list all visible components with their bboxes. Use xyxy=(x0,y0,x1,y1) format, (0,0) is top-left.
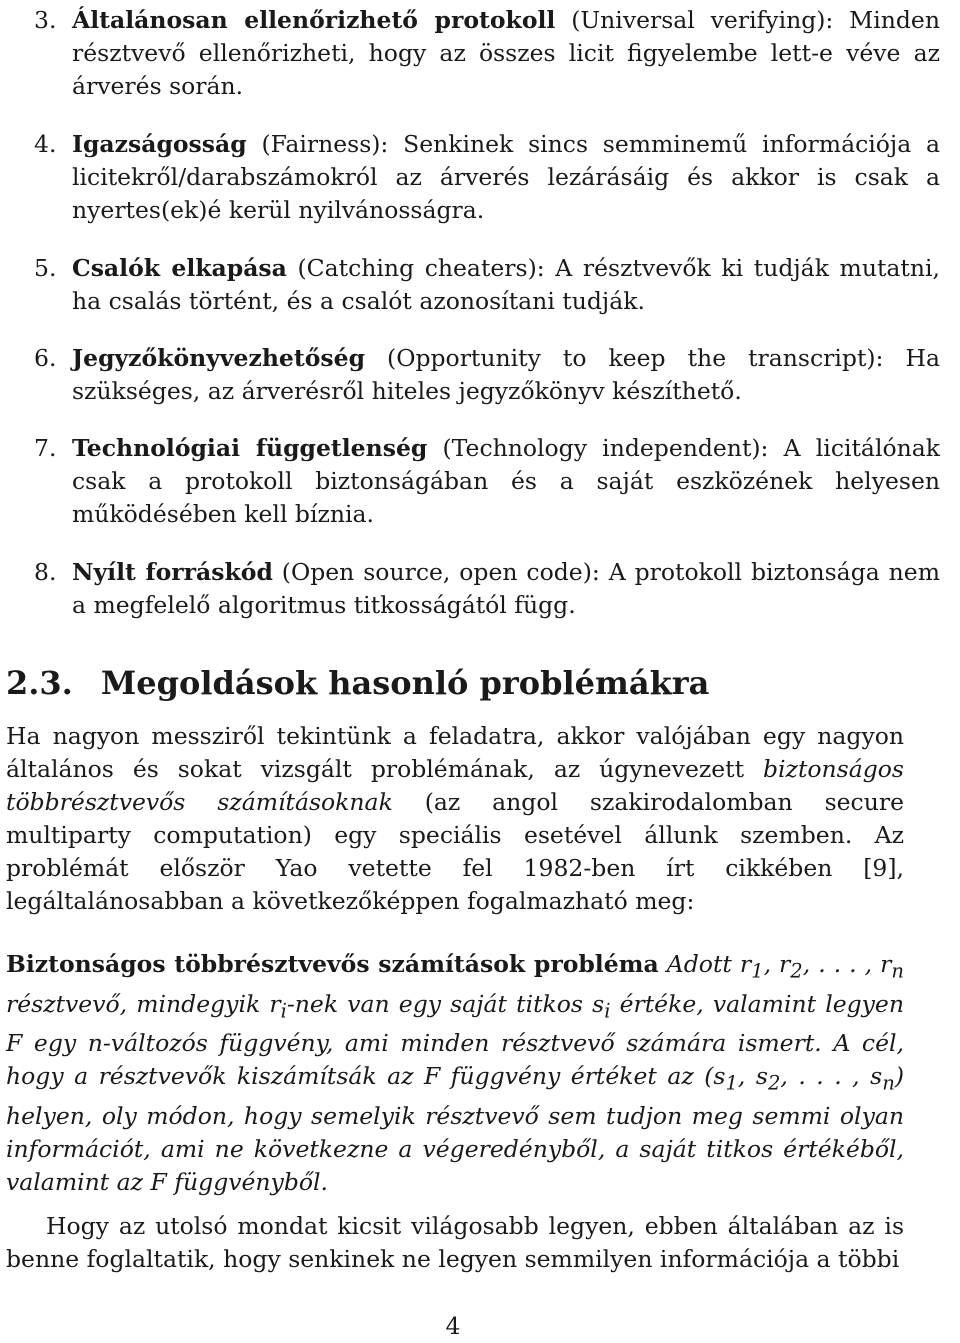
math-symbol: r xyxy=(739,950,752,978)
math-symbol: r xyxy=(269,989,281,1018)
definition-text: résztvevő, mindegyik xyxy=(6,989,270,1018)
definition-text: egy xyxy=(22,1029,88,1058)
definition-block xyxy=(6,948,904,1199)
definition-text: , xyxy=(737,1062,756,1091)
list-item-title: Jegyzőkönyvezhetőség xyxy=(72,344,366,372)
math-symbol: r xyxy=(779,950,791,978)
math-symbol: s xyxy=(870,1062,883,1091)
list-item-title: Csalók elkapása xyxy=(72,254,287,282)
paragraph-text: Ha nagyon messziről tekintünk a feladatra, akkor valójában egy nagyon általános és sokat vizsgált problémának, az úgynevezett xyxy=(6,722,904,783)
list-item xyxy=(34,4,940,103)
definition-text: , xyxy=(763,950,780,978)
list-item-text: (Catching cheaters): A résztvevők ki tudják mutatni, ha csalás történt, és a csalót azonosítani tudják. xyxy=(72,254,940,315)
list-item-text: (Universal verifying): Minden résztvevő ellenőrizheti, hogy az összes licit figyelembe lett-e véve az árverés során. xyxy=(72,6,940,100)
list-item-text: (Opportunity to keep the transcript): Ha szükséges, az árverésről hiteles jegyzőkönyv készíthető. xyxy=(72,344,940,405)
definition-text: függvény értéket az ( xyxy=(440,1062,714,1091)
list-item-text: (Technology independent): A licitálónak csak a protokoll biztonságában és a saját eszközének helyesen működésében kell bíznia. xyxy=(72,434,940,528)
math-subscript: 2 xyxy=(767,1072,781,1096)
list-item xyxy=(34,556,940,622)
list-item-title: Általánosan ellenőrizhető protokoll xyxy=(72,6,556,34)
definition-text: , . . . , xyxy=(802,950,881,978)
definition-text: függvényből. xyxy=(166,1168,329,1197)
definition-text: ) helyen, oly módon, hogy semelyik résztvevő sem tudjon meg semmi olyan információt, ami ne következne a végeredényből, a saját titkos értékéből, valamint az xyxy=(6,1062,904,1197)
definition-title: Biztonságos többrésztvevős számítások probléma xyxy=(6,950,659,978)
list-item-number: 6. xyxy=(34,344,57,372)
paragraph-text: (az angol szakirodalomban secure multiparty computation) egy speciális esetével állunk szemben. Az problémát először Yao vetette fel 1982-ben írt cikkében [9], legáltalánosabban a következőképpen fogalmazható meg: xyxy=(6,788,904,915)
definition-text: , . . . , xyxy=(780,1062,871,1091)
definition-text: -változós függvény, ami minden résztvevő számára ismert. A cél, hogy a résztvevők kiszámítsák az xyxy=(6,1029,904,1091)
math-subscript: 1 xyxy=(751,959,764,983)
definition-text: -nek van egy saját titkos xyxy=(286,989,593,1018)
list-item-title: Technológiai függetlenség xyxy=(72,434,428,462)
math-subscript: n xyxy=(882,1072,895,1096)
list-item-number: 8. xyxy=(34,558,57,586)
list-item-number: 7. xyxy=(34,434,57,462)
math-symbol: r xyxy=(880,950,892,978)
list-item-title: Igazságosság xyxy=(72,130,247,158)
math-symbol: F xyxy=(424,1062,441,1091)
list-item-text: (Fairness): Senkinek sincs semminemű információja a licitekről/darabszámokról az árverés lezárásáig és akkor is csak a nyertes(ek)é kerül nyilvánosságra. xyxy=(72,130,940,224)
math-symbol: s xyxy=(592,989,605,1018)
page-number: 4 xyxy=(445,1312,461,1340)
math-subscript: 1 xyxy=(725,1072,738,1096)
list-item-number: 5. xyxy=(34,254,57,282)
section-number: 2.3. xyxy=(6,664,73,702)
list-item xyxy=(34,342,940,408)
math-symbol: F xyxy=(6,1029,23,1058)
list-item xyxy=(34,252,940,318)
emphasized-term: biztonságos többrésztvevős számításoknak xyxy=(6,755,904,816)
definition-text: Adott xyxy=(658,950,740,978)
list-item-number: 3. xyxy=(34,6,57,34)
math-subscript: i xyxy=(280,999,287,1023)
list-item-title: Nyílt forráskód xyxy=(72,558,273,586)
list-item xyxy=(34,432,940,531)
math-subscript: n xyxy=(891,959,904,983)
paragraph: Hogy az utolsó mondat kicsit világosabb legyen, ebben általában az is benne foglaltatik, hogy senkinek ne legyen semmilyen információja a többi xyxy=(6,1212,904,1273)
definition-text: értéke, valamint legyen xyxy=(610,989,904,1018)
section-title: Megoldások hasonló problémákra xyxy=(100,664,710,702)
math-subscript: 2 xyxy=(790,959,803,983)
paragraph xyxy=(6,720,904,918)
math-symbol: F xyxy=(150,1168,167,1197)
list-item-text: (Open source, open code): A protokoll biztonsága nem a megfelelő algoritmus titkosságától függ. xyxy=(72,558,940,619)
math-symbol: n xyxy=(87,1029,103,1058)
section-heading xyxy=(6,662,709,704)
math-symbol: s xyxy=(713,1062,726,1091)
math-subscript: i xyxy=(604,999,611,1023)
math-symbol: s xyxy=(755,1062,768,1091)
list-item-number: 4. xyxy=(34,130,57,158)
list-item xyxy=(34,128,940,227)
